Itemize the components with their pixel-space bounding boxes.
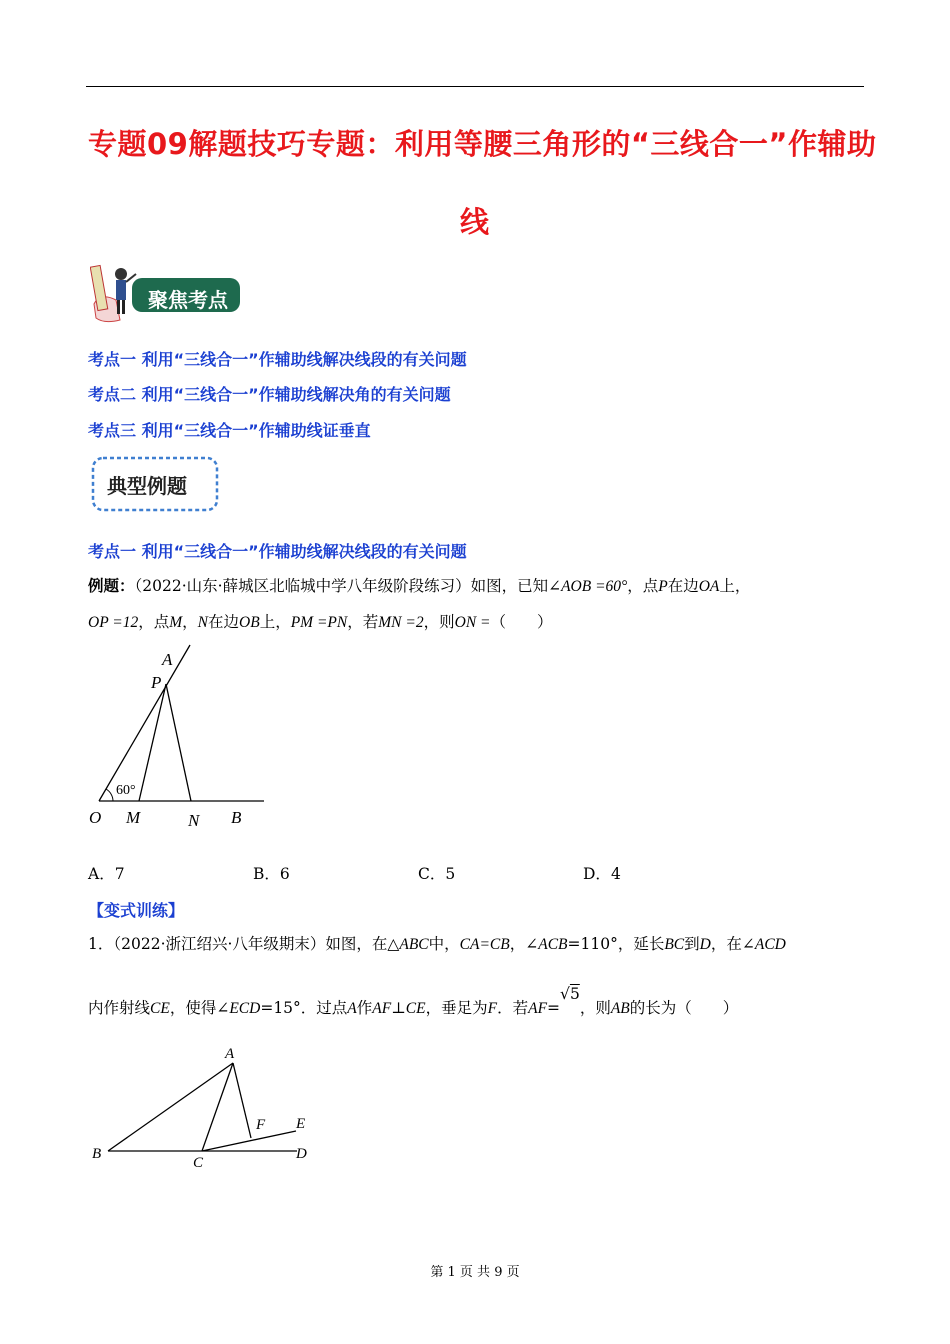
typical-examples-badge	[90, 455, 220, 513]
segment-pn	[166, 684, 191, 801]
focus-points-badge	[90, 262, 242, 324]
figure-aob-triangle	[80, 640, 280, 840]
focus-point-2: 考点二 利用“三线合一”作辅助线解决角的有关问题	[88, 385, 451, 404]
label-c2: C	[193, 1155, 204, 1171]
segment-af	[233, 1063, 251, 1138]
label-a2: A	[225, 1046, 235, 1062]
label-p: P	[151, 673, 162, 692]
option-c[interactable]: C．5	[418, 865, 456, 883]
segment-pm	[139, 684, 166, 801]
question1-number: 1．	[88, 935, 114, 953]
example-line1: 例题：（2022·山东·薛城区北临城中学八年级阶段练习）如图，已知∠AOB =60°，点P在边OA上，	[88, 576, 751, 595]
section1-heading: 考点一 利用“三线合一”作辅助线解决线段的有关问题	[88, 542, 467, 561]
label-a: A	[162, 650, 173, 669]
label-angle-60: 60°	[116, 783, 136, 798]
examples-badge-label: 典型例题	[107, 474, 187, 498]
segment-ba	[108, 1063, 233, 1151]
sqrt-expression: √5	[560, 985, 580, 1003]
label-o: O	[89, 808, 102, 827]
option-a[interactable]: A．7	[88, 865, 125, 883]
label-m: M	[126, 808, 141, 827]
ray-ce	[202, 1131, 296, 1151]
label-f2: F	[256, 1117, 266, 1133]
figure-abc-triangle	[85, 1040, 325, 1175]
page-title-line2: 线	[460, 205, 490, 239]
segment-ac	[202, 1063, 233, 1151]
example-line2: OP =12，点M，N在边OB上，PM =PN，若MN =2，则ON =（ ）	[88, 613, 553, 631]
question1-line2: 内作射线CE，使得∠ECD=15°．过点A作AF⊥CE，垂足为F．若AF=√5，则AB的长为（ ）	[88, 985, 739, 1017]
label-b: B	[231, 808, 242, 827]
question1-line1: 1．（2022·浙江绍兴·八年级期末）如图，在△ABC中，CA=CB，∠ACB=110°，延长BC到D，在∠ACD	[88, 935, 786, 953]
focus-point-1: 考点一 利用“三线合一”作辅助线解决线段的有关问题	[88, 350, 467, 369]
label-d2: D	[296, 1146, 307, 1162]
label-n: N	[188, 811, 200, 830]
label-b2: B	[92, 1146, 102, 1162]
focus-badge-label: 聚焦考点	[148, 288, 228, 312]
option-d[interactable]: D．4	[583, 865, 621, 883]
angle-arc	[106, 789, 113, 801]
practice-heading: 【变式训练】	[88, 901, 185, 920]
page-title-line1: 专题09解题技巧专题：利用等腰三角形的“三线合一”作辅助	[88, 127, 877, 161]
header-rule	[86, 86, 864, 87]
focus-point-3: 考点三 利用“三线合一”作辅助线证垂直	[88, 421, 371, 440]
option-b[interactable]: B．6	[253, 865, 290, 883]
label-e2: E	[296, 1116, 306, 1132]
page-footer: 第 1 页 共 9 页	[430, 1265, 520, 1280]
angle-expression: ∠AOB =60°	[548, 578, 628, 595]
example-label: 例题：	[88, 576, 135, 595]
